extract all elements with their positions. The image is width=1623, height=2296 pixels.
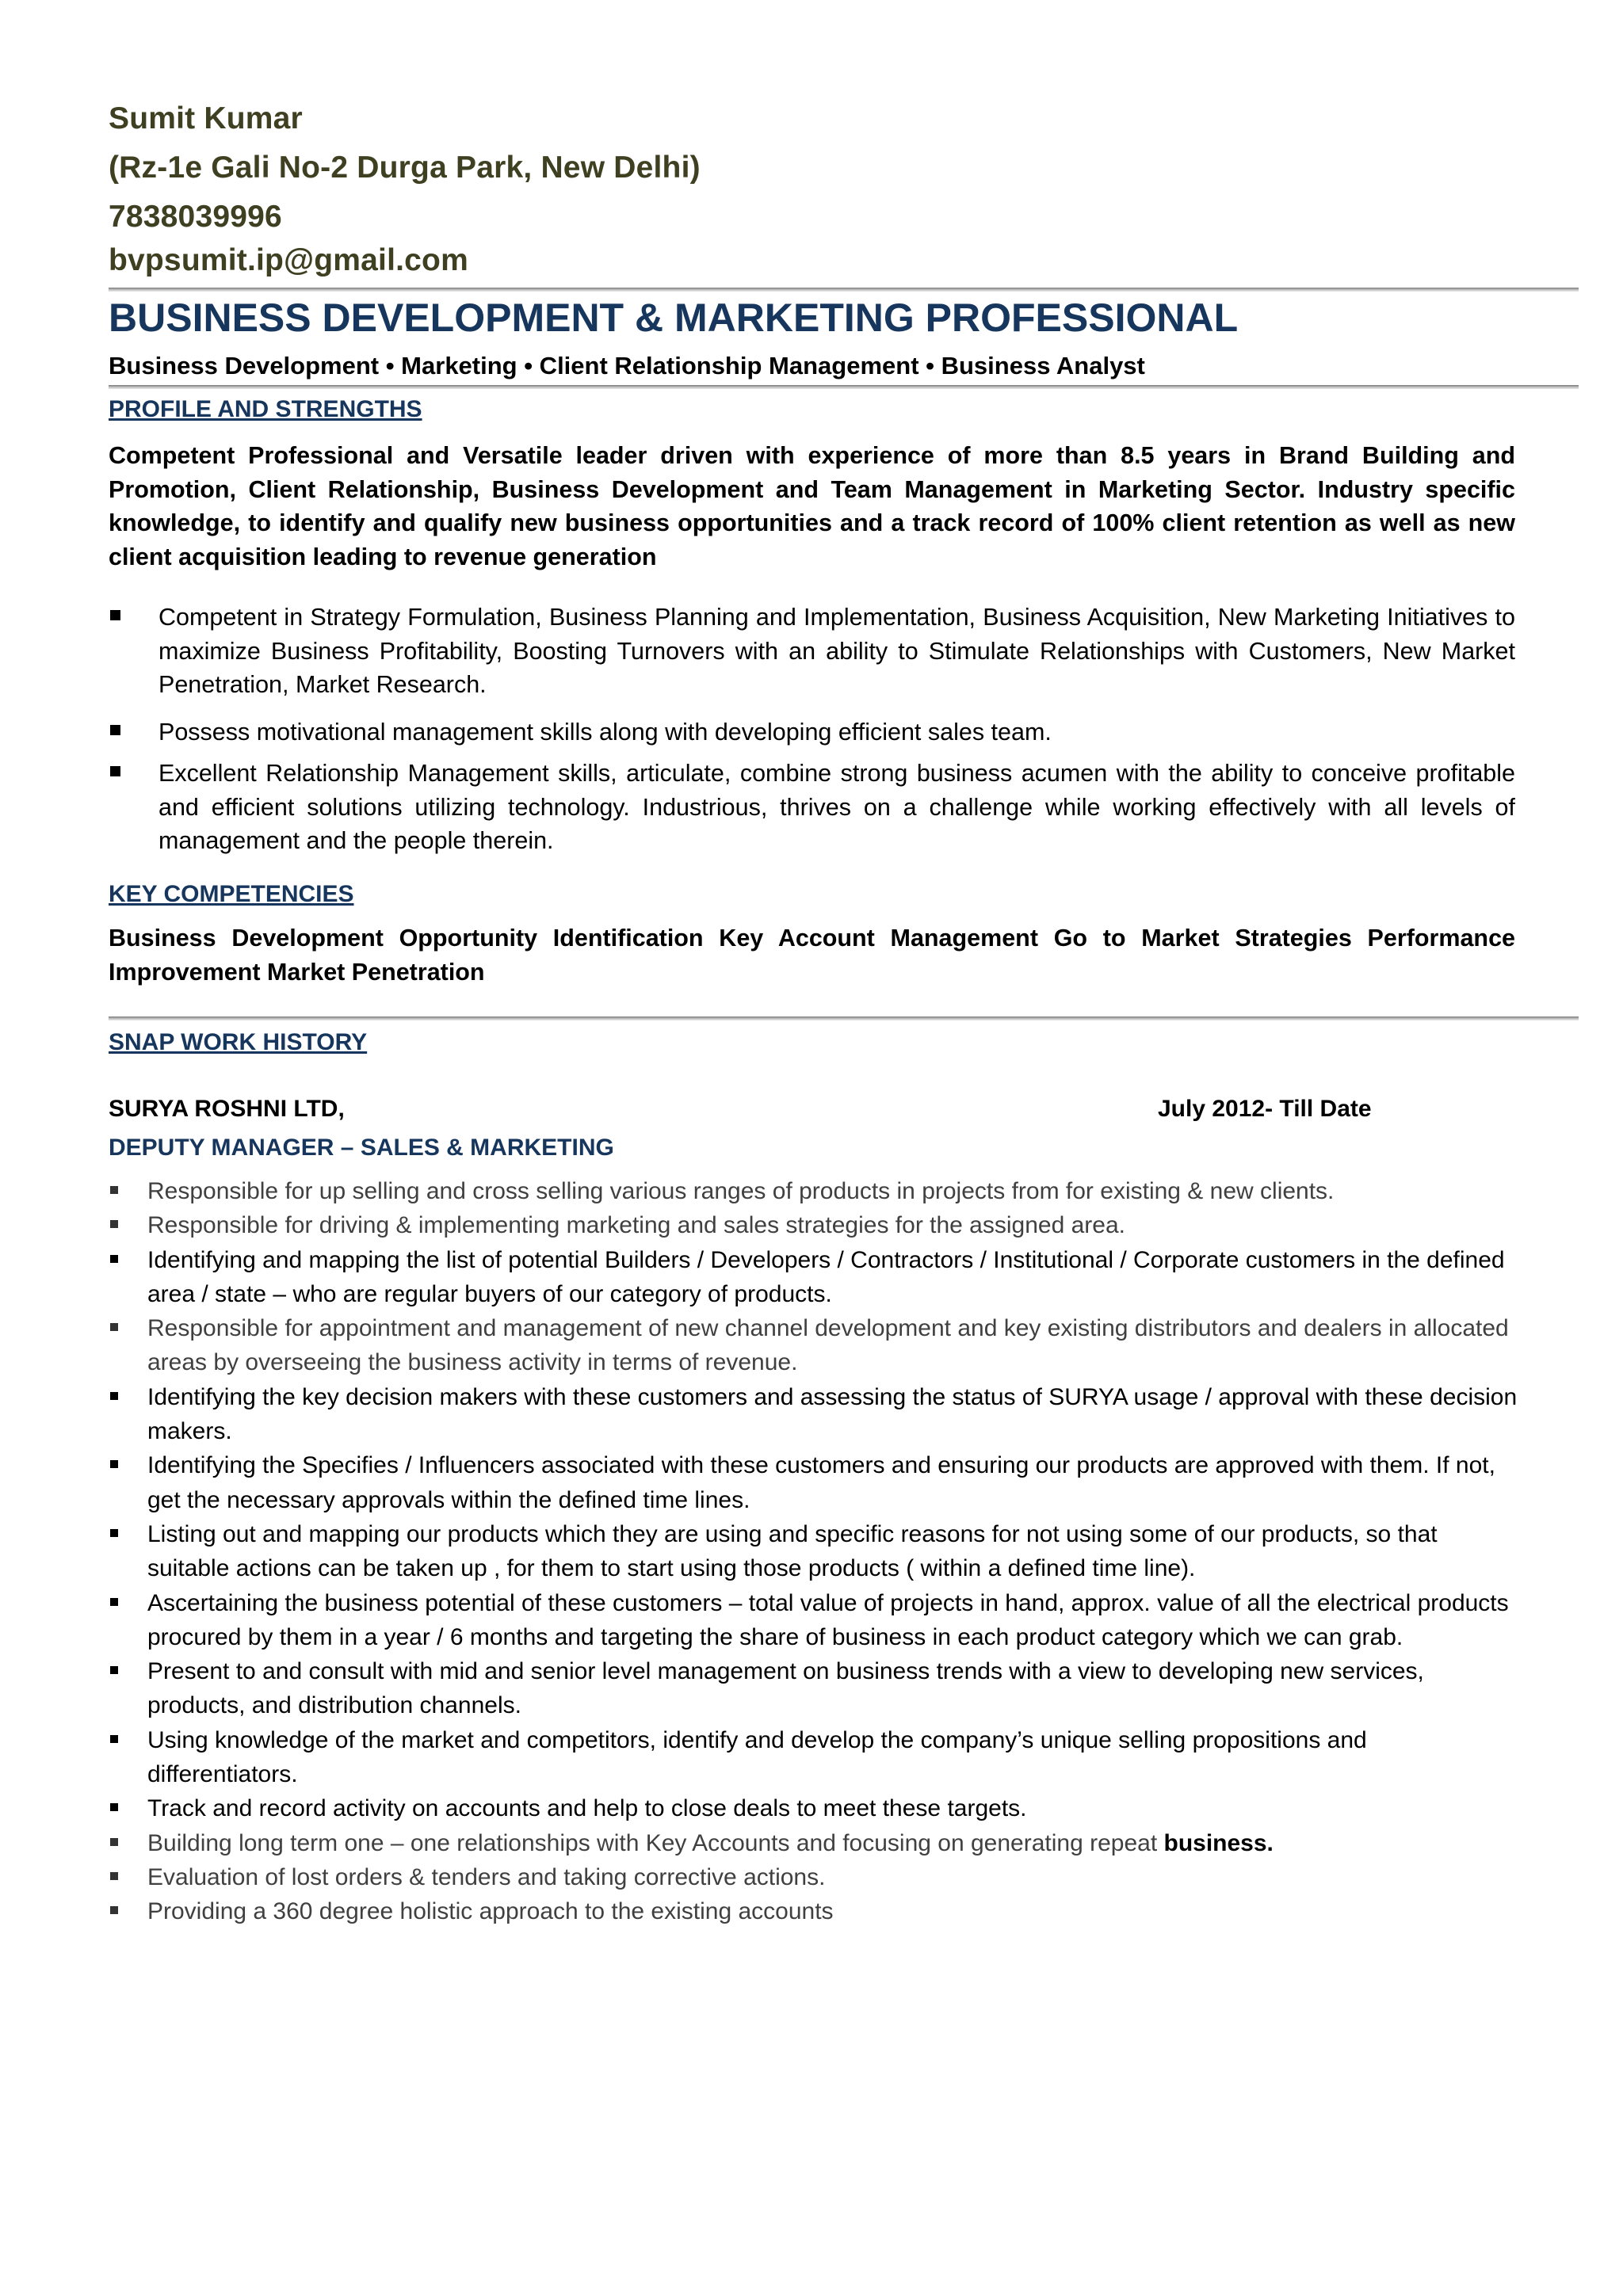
candidate-name: Sumit Kumar <box>109 101 303 135</box>
bullet-square-icon <box>110 610 120 620</box>
list-item: Identifying the Specifies / Influencers associated with these customers and ensuring our products are approved with them. If not, get the necessary approvals within the defined time lines. <box>109 1448 1519 1517</box>
profile-heading: PROFILE AND STRENGTHS <box>109 396 422 422</box>
list-item: Competent in Strategy Formulation, Business Planning and Implementation, Business Acquisition, New Marketing Initiatives to maximize Business Profitability, Boosting Turnovers with an ability to Stimulate Relationships with Customers, New Market Penetration, Market Research. <box>109 601 1515 702</box>
profile-summary: Competent Professional and Versatile leader driven with experience of more than 8.5 years in Brand Building and Promotion, Client Relationship, Business Development and Team Management in Marketing Sector. Industry specific knowledge, to identify and qualify new business opportunities and a track record of 100% client retention as well as new client acquisition leading to revenue generation <box>109 442 1515 570</box>
list-item: Responsible for driving & implementing marketing and sales strategies for the assigned area. <box>109 1208 1519 1242</box>
bullet-square-icon <box>110 1838 118 1846</box>
bullet-square-icon <box>110 1460 118 1468</box>
list-item: Listing out and mapping our products which they are using and specific reasons for not using some of our products, so that suitable actions can be taken up , for them to start using those products ( within a defined time line). <box>109 1517 1519 1586</box>
list-item: Excellent Relationship Management skills, articulate, combine strong business acumen with the ability to conceive profitable and efficient solutions utilizing technology. Industrious, thrives on a challenge while working effectively with all levels of management and the people therein. <box>109 757 1515 858</box>
competencies-heading: KEY COMPETENCIES <box>109 881 354 907</box>
divider-work <box>109 1016 1579 1020</box>
bullet-square-icon <box>110 1666 118 1674</box>
work-heading: SNAP WORK HISTORY <box>109 1029 368 1055</box>
list-item: Identifying the key decision makers with these customers and assessing the status of SURYA usage / approval with these decision makers. <box>109 1380 1519 1449</box>
divider-subtitle <box>109 385 1579 389</box>
profile-bullets <box>109 601 1515 858</box>
list-item: Responsible for up selling and cross selling various ranges of products in projects from for existing & new clients. <box>109 1174 1519 1208</box>
bullet-square-icon <box>110 1323 118 1331</box>
bullet-square-icon <box>110 725 120 735</box>
list-item: Responsible for appointment and management of new channel development and key existing distributors and dealers in allocated areas by overseeing the business activity in terms of revenue. <box>109 1311 1519 1380</box>
bullet-square-icon <box>110 1803 118 1811</box>
candidate-email: bvpsumit.ip@gmail.com <box>109 243 468 277</box>
resume-subtitle: Business Development • Marketing • Client Relationship Management • Business Analyst <box>109 352 1145 379</box>
competencies-text: Business Development Opportunity Identification Key Account Management Go to Market Strategies Performance Improvement Market Penetration <box>109 925 1515 986</box>
bullet-square-icon <box>110 1186 118 1194</box>
list-item: Present to and consult with mid and senior level management on business trends with a view to developing new services, products, and distribution channels. <box>109 1654 1519 1723</box>
bold-text: business. <box>1163 1829 1274 1856</box>
company-name: SURYA ROSHNI LTD, <box>109 1096 345 1122</box>
list-item: Providing a 360 degree holistic approach to the existing accounts <box>109 1894 1519 1928</box>
employment-dates: July 2012- Till Date <box>1158 1096 1372 1122</box>
job-role: DEPUTY MANAGER – SALES & MARKETING <box>109 1135 614 1161</box>
bullet-square-icon <box>110 1598 118 1606</box>
bullet-square-icon <box>110 1529 118 1537</box>
bullet-square-icon <box>110 1735 118 1743</box>
bullet-square-icon <box>110 1392 118 1400</box>
candidate-address: (Rz-1e Gali No-2 Durga Park, New Delhi) <box>109 151 701 185</box>
bullet-square-icon <box>110 1220 118 1228</box>
bullet-square-icon <box>110 1906 118 1914</box>
candidate-phone: 7838039996 <box>109 200 282 234</box>
divider-top <box>109 288 1579 292</box>
list-item: Using knowledge of the market and competitors, identify and develop the company’s unique selling propositions and differentiators. <box>109 1723 1519 1792</box>
bullet-square-icon <box>110 1255 118 1263</box>
bullet-square-icon <box>110 766 120 776</box>
resume-title: BUSINESS DEVELOPMENT & MARKETING PROFESSIONAL <box>109 296 1239 340</box>
list-item: Evaluation of lost orders & tenders and taking corrective actions. <box>109 1860 1519 1894</box>
list-item: Building long term one – one relationships with Key Accounts and focusing on generating repeat business. <box>109 1826 1519 1860</box>
list-item: Track and record activity on accounts and help to close deals to meet these targets. <box>109 1791 1519 1825</box>
list-item: Identifying and mapping the list of potential Builders / Developers / Contractors / Institutional / Corporate customers in the defined area / state – who are regular buyers of our category of products. <box>109 1243 1519 1312</box>
bullet-square-icon <box>110 1872 118 1880</box>
list-item: Ascertaining the business potential of these customers – total value of projects in hand, approx. value of all the electrical products procured by them in a year / 6 months and targeting the share of business in each product category which we can grab. <box>109 1586 1519 1655</box>
work-bullets <box>109 1174 1519 1929</box>
list-item: Possess motivational management skills along with developing efficient sales team. <box>109 715 1515 749</box>
